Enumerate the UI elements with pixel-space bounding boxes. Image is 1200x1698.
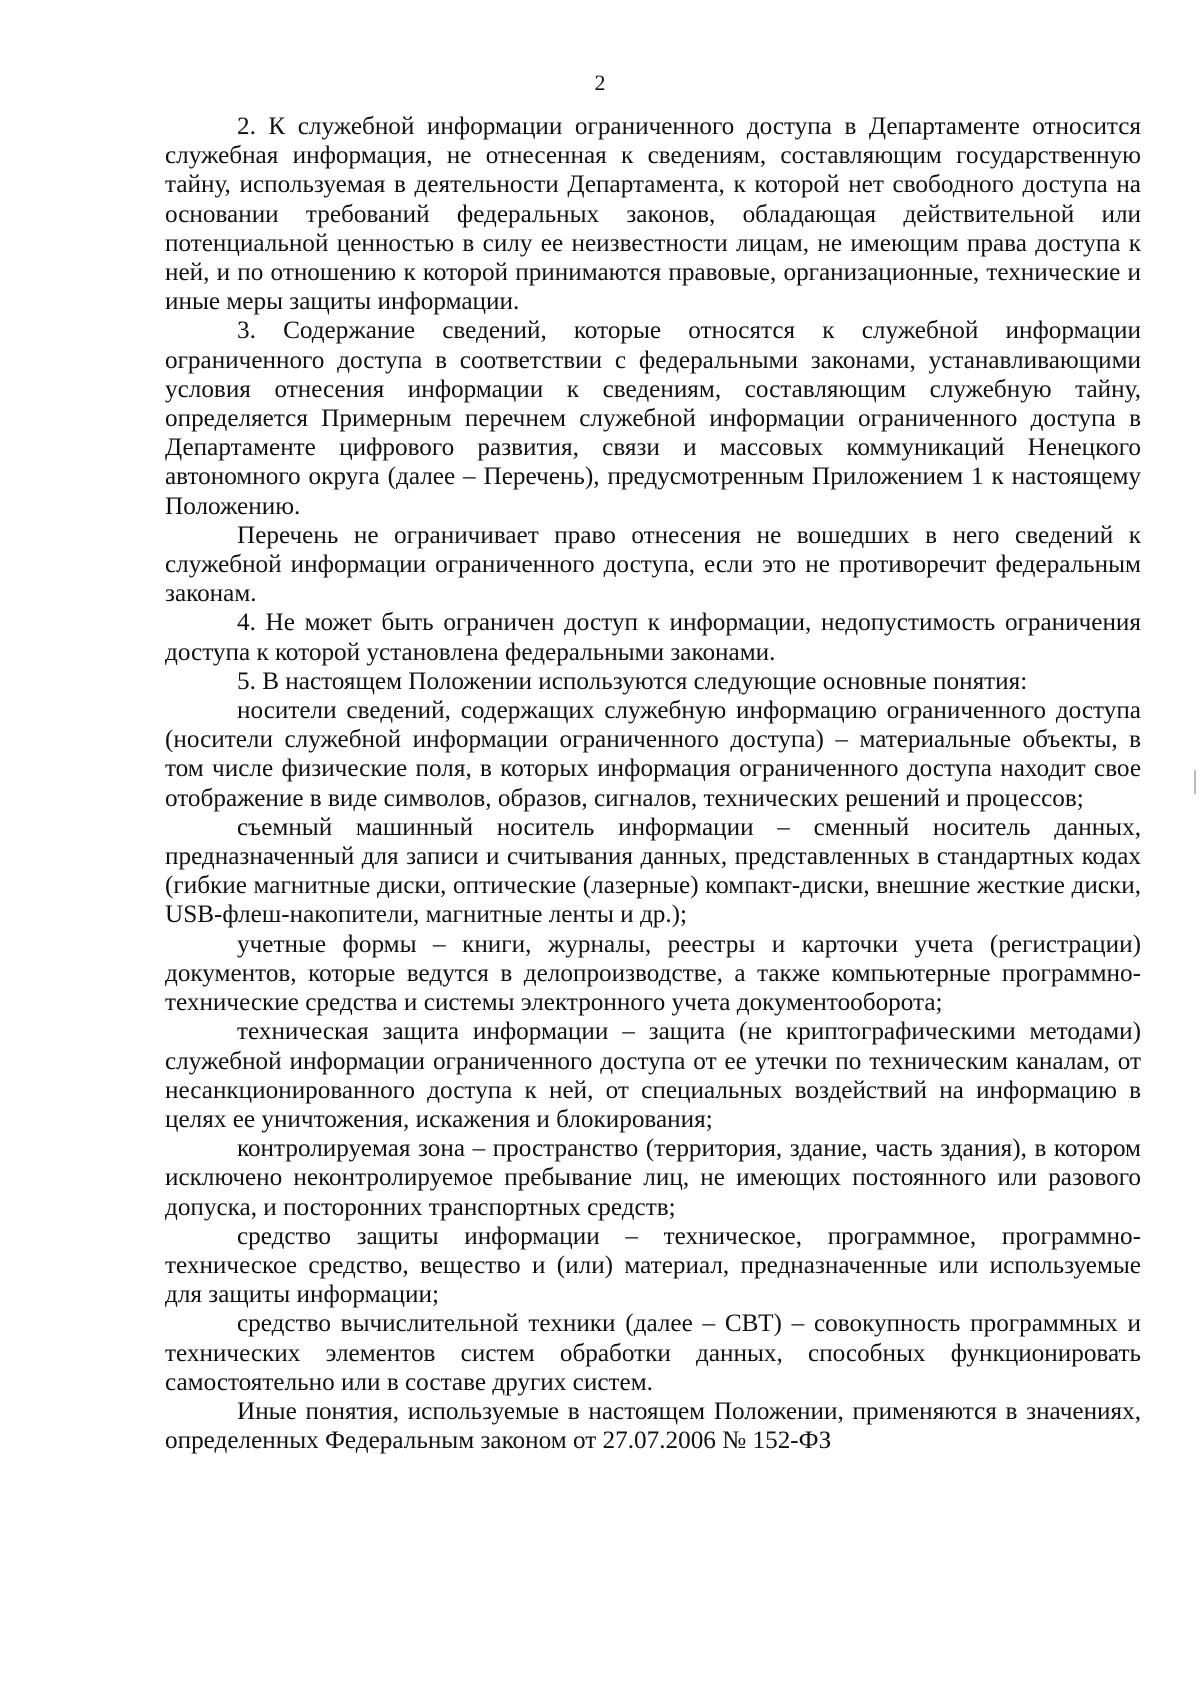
definition-controlled-zone: контролируемая зона – пространство (территория, здание, часть здания), в котором исключено неконтролируемое пребывание лиц, не имеющих постоянного или разового допуска, и посторонних транспортных средств; xyxy=(165,1135,1141,1221)
paragraph-clause-3: 3. Содержание сведений, которые относятся к служебной информации ограниченного доступа в соответствии с федеральными законами, устанавливающими условия отнесения информации к сведениям, составляющим служебную тайну, определяется Примерным перечнем служебной информации ограниченного доступа в Департаменте цифрового развития, связи и массовых коммуникаций Ненецкого автономного округа (далее – Перечень), предусмотренным Приложением 1 к настоящему Положению. xyxy=(165,317,1141,520)
definition-computing-equipment: средство вычислительной техники (далее – СВТ) – совокупность программных и технических элементов систем обработки данных, способных функционировать самостоятельно или в составе других систем. xyxy=(165,1310,1141,1396)
paragraph-other-terms: Иные понятия, используемые в настоящем Положении, применяются в значениях, определенных Федеральным законом от 27.07.2006 № 152-ФЗ xyxy=(165,1397,1141,1455)
definition-accounting-forms: учетные формы – книги, журналы, реестры и карточки учета (регистрации) документов, которые ведутся в делопроизводстве, а также компьютерные программно-технические средства и системы электронного учета документооборота; xyxy=(165,930,1141,1017)
definition-technical-protection: техническая защита информации – защита (не криптографическими методами) служебной информации ограниченного доступа от ее утечки по техническим каналам, от несанкционированного доступа к ней, от специальных воздействий на информацию в целях ее уничтожения, искажения и блокирования; xyxy=(165,1018,1141,1133)
page-number: 2 xyxy=(594,70,606,95)
scan-artifact xyxy=(1194,770,1196,794)
paragraph-clause-5: 5. В настоящем Положении используются следующие основные понятия: xyxy=(237,667,1028,695)
paragraph-clause-2: 2. К служебной информации ограниченного доступа в Департаменте относится служебная информация, не отнесенная к сведениям, составляющим государственную тайну, используемая в деятельности Департамента, к которой нет свободного доступа на основании требований федеральных законов, обладающая действительной или потенциальной ценностью в силу ее неизвестности лицам, не имеющим права доступа к ней, и по отношению к которой принимаются правовые, организационные, технические и иные меры защиты информации. xyxy=(165,113,1141,316)
paragraph-list-scope: Перечень не ограничивает право отнесения не вошедших в него сведений к служебной информации ограниченного доступа, если это не противоречит федеральным законам. xyxy=(165,521,1141,608)
paragraph-clause-4: 4. Не может быть ограничен доступ к информации, недопустимость ограничения доступа к которой установлена федеральными законами. xyxy=(165,609,1141,666)
definition-removable-media: съемный машинный носитель информации – сменный носитель данных, предназначенный для записи и считывания данных, представленных в стандартных кодах (гибкие магнитные диски, оптические (лазерные) компакт-диски, внешние жесткие диски, USB-флеш-накопители, магнитные ленты и др.); xyxy=(165,813,1141,929)
definition-protection-tool: средство защиты информации – техническое, программное, программно-техническое средство, вещество и (или) материал, предназначенные или используемые для защиты информации; xyxy=(165,1222,1141,1309)
document-body xyxy=(165,112,1141,1455)
definition-information-carriers: носители сведений, содержащих служебную информацию ограниченного доступа (носители служебной информации ограниченного доступа) – материальные объекты, в том числе физические поля, в которых информация ограниченного доступа находит свое отображение в виде символов, образов, сигналов, технических решений и процессов; xyxy=(165,697,1141,812)
